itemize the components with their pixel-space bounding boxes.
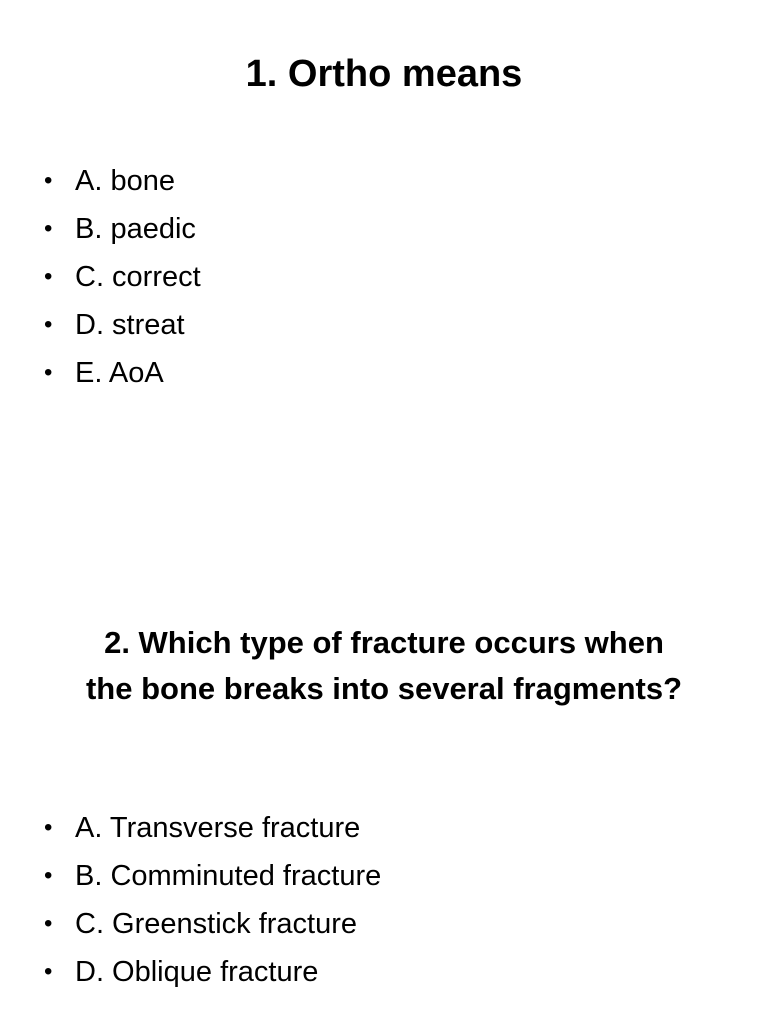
option-text: A. Transverse fracture [75, 812, 361, 844]
bullet-icon: • [44, 814, 53, 841]
option-text: A. bone [75, 165, 175, 197]
question-1-title: 1. Ortho means [245, 53, 523, 95]
option-text: E. AoA [75, 357, 164, 389]
question-2-title-line-2: the bone breaks into several fragments? [85, 671, 683, 706]
option-text: D. streat [75, 309, 185, 341]
bullet-icon: • [44, 311, 53, 338]
option-text: B. Comminuted fracture [75, 860, 382, 892]
bullet-icon: • [44, 958, 53, 985]
option-text: D. Oblique fracture [75, 956, 319, 988]
bullet-icon: • [44, 215, 53, 242]
bullet-icon: • [44, 263, 53, 290]
option-text: B. paedic [75, 213, 196, 245]
bullet-icon: • [44, 862, 53, 889]
question-2-title [0, 620, 768, 712]
bullet-icon: • [44, 167, 53, 194]
bullet-icon: • [44, 910, 53, 937]
question-2-title-line-1: 2. Which type of fracture occurs when [104, 625, 664, 660]
option-text: C. correct [75, 261, 201, 293]
option-text: C. Greenstick fracture [75, 908, 358, 940]
bullet-icon: • [44, 359, 53, 386]
